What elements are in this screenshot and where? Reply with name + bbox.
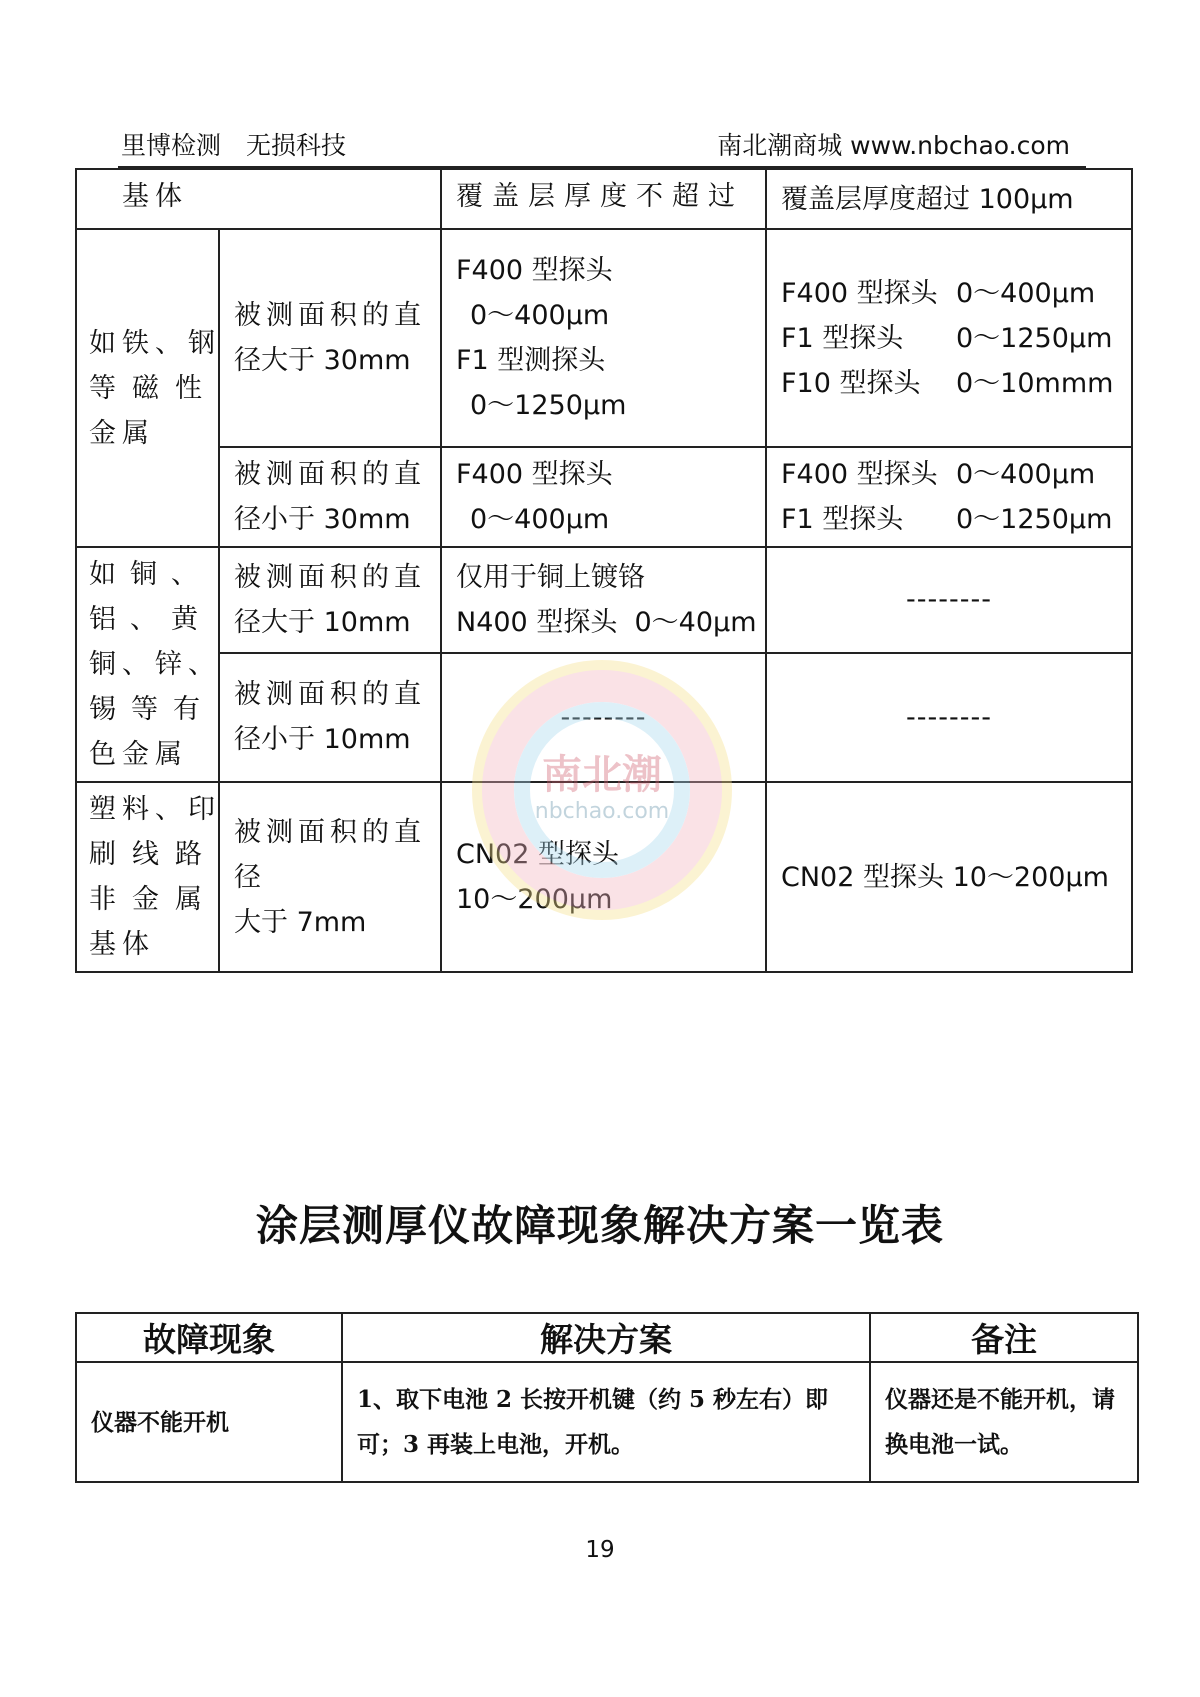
watermark-text-cn: 南北潮 xyxy=(542,751,662,798)
solution-cell: 1、取下电池 2 长按开机键（约 5 秒左右）即可；3 再装上电池，开机。 xyxy=(342,1362,870,1482)
thick-coating-cell: F400 型探头 0～400μm F1 型探头 0～1250μm F10 型探头 0～10mmm xyxy=(766,229,1132,447)
header-fault: 故障现象 xyxy=(76,1313,342,1362)
thick-coating-cell: CN02 型探头 10～200μm xyxy=(766,782,1132,972)
thick-coating-cell: -------- xyxy=(766,653,1132,782)
thin-coating-cell: CN02 型探头 10～200μm xyxy=(441,782,766,972)
header-substrate: 基体 xyxy=(76,169,441,229)
thin-coating-cell: -------- xyxy=(441,653,766,782)
watermark-text-en: nbchao.com xyxy=(534,799,670,824)
substrate-nonferrous: 如铜、 铝、黄 铜、锌、 锡等有 色金属 xyxy=(76,547,219,782)
table-row xyxy=(76,447,1132,547)
note-cell: 仪器还是不能开机，请换电池一试。 xyxy=(870,1362,1138,1482)
page-number: 19 xyxy=(585,1537,615,1563)
document-title: 涂层测厚仪故障现象解决方案一览表 xyxy=(255,1201,944,1250)
thin-coating-cell: 仅用于铜上镀铬 N400 型探头 0～40μm xyxy=(441,547,766,653)
thin-coating-cell: F400 型探头 0～400μm xyxy=(441,447,766,547)
thin-coating-cell: F400 型探头 0～400μm F1 型测探头 0～1250μm xyxy=(441,229,766,447)
header-left: 里博检测 无损科技 xyxy=(121,131,347,160)
thick-coating-cell: -------- xyxy=(766,547,1132,653)
header-thick-coating: 覆盖层厚度超过 100μm xyxy=(766,169,1132,229)
thick-coating-cell: F400 型探头 0～400μm F1 型探头 0～1250μm xyxy=(766,447,1132,547)
header-thin-coating: 覆盖层厚度不超过 xyxy=(441,169,766,229)
probe-spec-table xyxy=(75,168,1133,973)
table-row xyxy=(76,229,1132,447)
table-row xyxy=(76,1362,1138,1482)
table-header-row xyxy=(76,1313,1138,1362)
area-cell: 被测面积的直 径 大于 7mm xyxy=(219,782,441,972)
substrate-ferrous: 如铁、钢 等磁性 金属 xyxy=(76,229,219,547)
header-solution: 解决方案 xyxy=(342,1313,870,1362)
fault-cell: 仪器不能开机 xyxy=(76,1362,342,1482)
area-cell: 被测面积的直 径小于 10mm xyxy=(219,653,441,782)
header-note: 备注 xyxy=(870,1313,1138,1362)
area-cell: 被测面积的直 径大于 10mm xyxy=(219,547,441,653)
substrate-nonmetal: 塑料、印 刷线路 非金属 基体 xyxy=(76,782,219,972)
area-cell: 被测面积的直 径大于 30mm xyxy=(219,229,441,447)
fault-solution-table xyxy=(75,1312,1139,1483)
table-row xyxy=(76,782,1132,972)
table-row xyxy=(76,653,1132,782)
header-right: 南北潮商城 www.nbchao.com xyxy=(717,131,1070,160)
table-header-row xyxy=(76,169,1132,229)
table-row xyxy=(76,547,1132,653)
area-cell: 被测面积的直 径小于 30mm xyxy=(219,447,441,547)
